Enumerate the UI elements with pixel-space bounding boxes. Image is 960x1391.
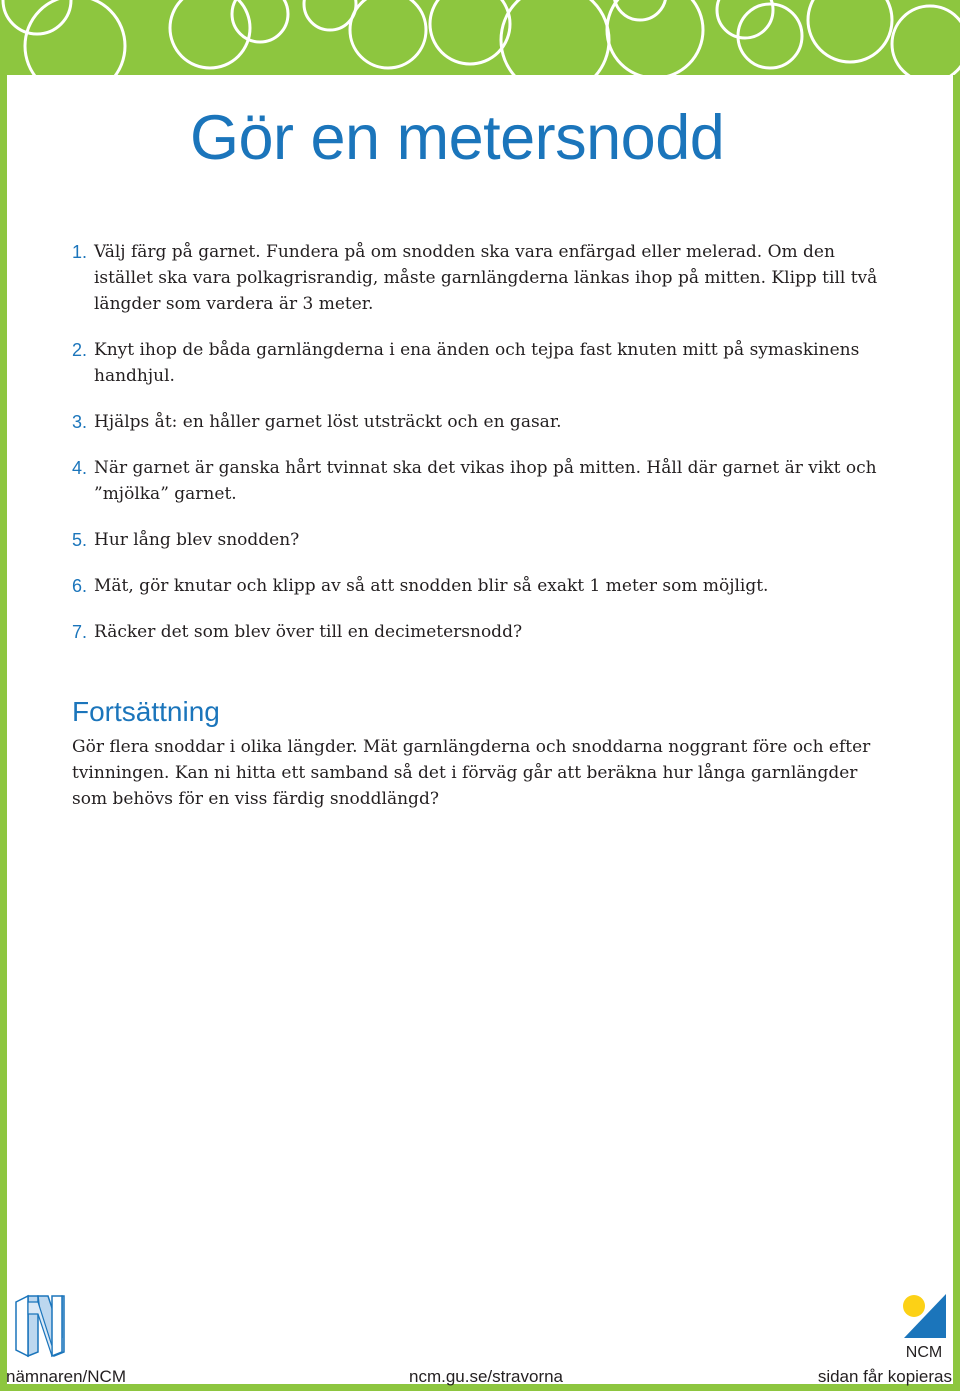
step-number: 3. bbox=[72, 412, 88, 432]
decorative-circles-icon bbox=[0, 0, 960, 75]
namnaren-logo bbox=[14, 1294, 66, 1362]
ncm-logo-icon bbox=[898, 1290, 950, 1362]
step-list bbox=[72, 239, 892, 665]
ncm-logo-text: NCM bbox=[905, 1344, 943, 1361]
footer bbox=[0, 1366, 960, 1388]
step-text: Mät, gör knutar och klipp av så att snodden blir så exakt 1 meter som möjligt. bbox=[94, 576, 769, 596]
step-text: Räcker det som blev över till en decimetersnodd? bbox=[94, 622, 523, 642]
footer-url: ncm.gu.se/stravorna bbox=[409, 1367, 564, 1386]
step-number: 2. bbox=[72, 340, 88, 360]
continuation-heading: Fortsättning bbox=[72, 696, 220, 727]
list-item bbox=[72, 619, 892, 645]
footer-copy-note: sidan får kopieras bbox=[817, 1367, 952, 1386]
list-item bbox=[72, 409, 892, 435]
step-text: När garnet är ganska hårt tvinnat ska det vikas ihop på mitten. Håll där garnet är vikt och ”mjölka” garnet. bbox=[94, 458, 877, 504]
namnaren-n-icon bbox=[14, 1294, 66, 1358]
continuation-body: Gör flera snoddar i olika längder. Mät garnlängderna och snoddarna noggrant före och efter tvinningen. Kan ni hitta ett samband så det i förväg går att beräkna hur långa garnlängder som behövs för en viss färdig snoddlängd? bbox=[72, 737, 871, 809]
step-number: 6. bbox=[72, 576, 88, 596]
ncm-logo bbox=[898, 1290, 950, 1366]
list-item bbox=[72, 527, 892, 553]
footer-publisher: nämnaren/NCM bbox=[6, 1367, 126, 1386]
step-number: 1. bbox=[72, 242, 88, 262]
header-band bbox=[0, 0, 960, 75]
step-number: 7. bbox=[72, 622, 88, 642]
step-text: Välj färg på garnet. Fundera på om snodden ska vara enfärgad eller melerad. Om den istället ska vara polkagrisrandig, måste garnlängderna länkas ihop på mitten. Klipp till två längder som vardera är 3 meter. bbox=[94, 242, 878, 314]
list-item bbox=[72, 455, 892, 507]
step-text: Knyt ihop de båda garnlängderna i ena änden och tejpa fast knuten mitt på symaskinens handhjul. bbox=[94, 340, 860, 386]
list-item bbox=[72, 337, 892, 389]
step-text: Hjälps åt: en håller garnet löst utsträckt och en gasar. bbox=[94, 412, 562, 432]
step-number: 5. bbox=[72, 530, 88, 550]
step-text: Hur lång blev snodden? bbox=[94, 530, 300, 550]
step-number: 4. bbox=[72, 458, 88, 478]
list-item bbox=[72, 573, 892, 599]
list-item bbox=[72, 239, 892, 317]
page-title: Gör en metersnodd bbox=[190, 103, 725, 173]
